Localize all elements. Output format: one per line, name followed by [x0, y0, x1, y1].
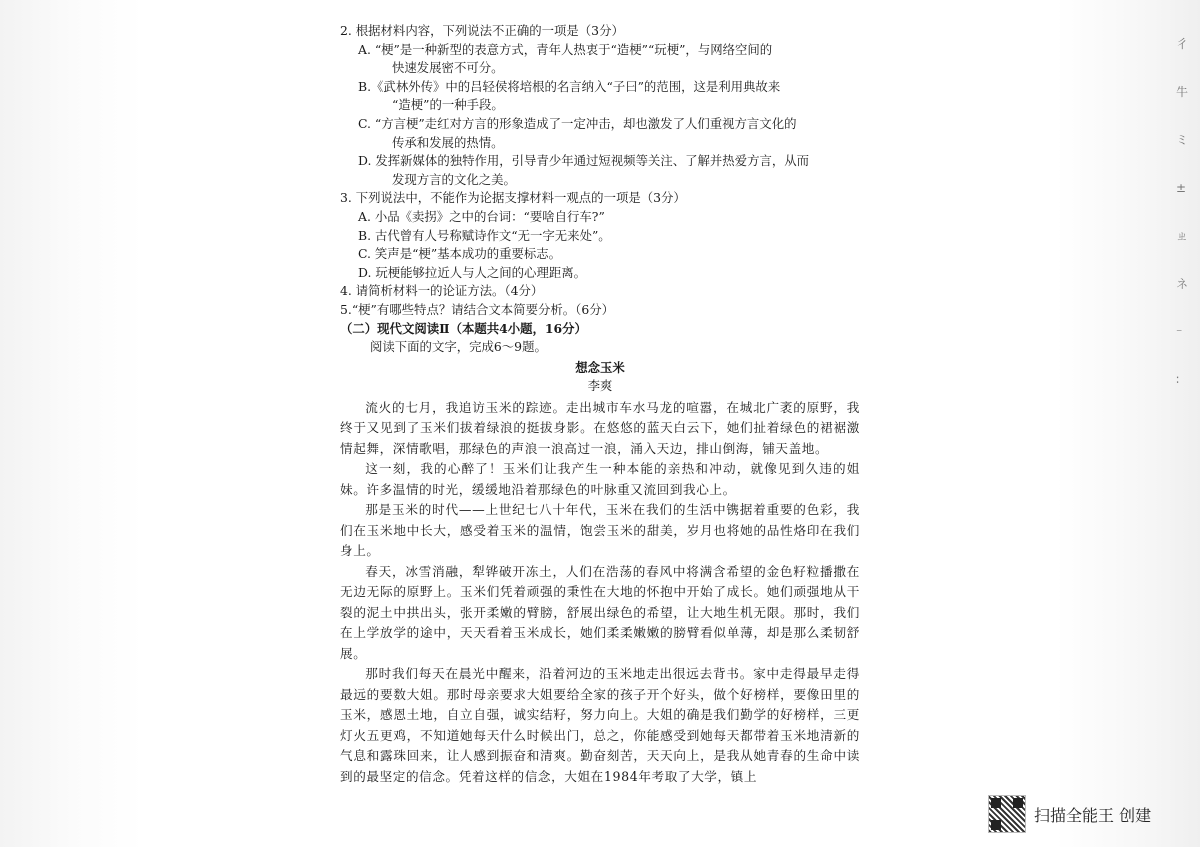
question-2-stem: 2. 根据材料内容，下列说法不正确的一项是（3分） — [340, 23, 624, 38]
exam-page — [340, 22, 860, 787]
question-2-options — [358, 41, 860, 190]
question-5: 5.“梗”有哪些特点？请结合文本简要分析。（6分） — [340, 301, 614, 317]
section-heading: （二）现代文阅读Ⅱ（本题共4小题，16分） — [340, 320, 587, 336]
passage-paragraph-1: 流火的七月，我追访玉米的踪迹。走出城市车水马龙的喧嚣，在城北广袤的原野，我终于又见到了玉米们拔着绿浪的挺拔身影。在悠悠的蓝天白云下，她们扯着绿色的裙裾激情起舞，深情歌唱，那绿色的声浪一浪高过一浪，涌入天边，排山倒海，铺天盖地。 — [340, 399, 860, 456]
passage-paragraph-5: 那时我们每天在晨光中醒来，沿着河边的玉米地走出很远去背书。家中走得最早走得最远的要数大姐。那时母亲要求大姐要给全家的孩子开个好头，做个好榜样，要像田里的玉米，感恩土地，自立自强，诚实结籽，努力向上。大姐的确是我们勤学的好榜样，三更灯火五更鸡，不知道她每天什么时候出门，总之，你能感受到她每天都带着玉米地清新的气息和露珠回来，让人感到振奋和清爽。勤奋刻苦，天天向上，是我从她青春的生命中读到的最坚定的信念。凭着这样的信念，大姐在1984年考取了大学，镇上 — [340, 666, 860, 784]
q3-option-b: B. 古代曾有人号称赋诗作文“无一字无来处”。 — [358, 227, 611, 243]
q2-option-a-line1: A. “梗”是一种新型的表意方式，青年人热衷于“造梗”“玩梗”，与网络空间的 — [358, 41, 773, 57]
q2-option-a-line2: 快速发展密不可分。 — [392, 60, 504, 76]
passage-paragraph-3: 那是玉米的时代——上世纪七八十年代，玉米在我们的生活中镌据着重要的色彩，我们在玉米地中长大，感受着玉米的温情，饱尝玉米的甜美，岁月也将她的品性烙印在我们身上。 — [340, 502, 860, 559]
q2-option-d-line1: D. 发挥新媒体的独特作用，引导青少年通过短视频等关注、了解并热爱方言，从而 — [358, 153, 810, 169]
passage-paragraph-4: 春天，冰雪消融，犁铧破开冻土，人们在浩荡的春风中将满含希望的金色籽粒播撒在无边无际的原野上。玉米们凭着顽强的秉性在大地的怀抱中开始了成长。她们顽强地从干裂的泥土中拱出头，张开柔嫩的臂膀，舒展出绿色的希望，让大地生机无限。那时，我们在上学放学的途中，天天看着玉米成长，她们柔柔嫩嫩的膀臂看似单薄，却是那么柔韧舒展。 — [340, 563, 860, 661]
question-4: 4. 请简析材料一的论证方法。（4分） — [340, 283, 544, 299]
section-instruction: 阅读下面的文字，完成6～9题。 — [370, 339, 547, 355]
watermark-text: 扫描全能王 创建 — [1034, 805, 1152, 825]
bleed-through-margin: 彳 牛 ミ ± ㄓ ネ ⁻ ∶ — [1176, 37, 1189, 387]
passage-author: 李爽 — [587, 378, 613, 394]
q2-option-c-line1: C. “方言梗”走红对方言的形象造成了一定冲击，却也激发了人们重视方言文化的 — [358, 115, 797, 131]
passage-body — [340, 398, 860, 788]
q3-option-d: D. 玩梗能够拉近人与人之间的心理距离。 — [358, 264, 587, 280]
q2-option-c-line2: 传承和发展的热情。 — [392, 134, 504, 150]
question-3-stem: 3. 下列说法中，不能作为论据支撑材料一观点的一项是（3分） — [340, 190, 686, 206]
passage-paragraph-2: 这一刻，我的心醉了！玉米们让我产生一种本能的亲热和冲动，就像见到久违的姐妹。许多温情的时光，缓缓地沿着那绿色的叶脉重又流回到我心上。 — [340, 461, 860, 497]
q2-option-d-line2: 发现方言的文化之美。 — [392, 171, 516, 187]
q3-option-c: C. 笑声是“梗”基本成功的重要标志。 — [358, 246, 562, 262]
question-3-options — [358, 208, 860, 282]
q3-option-a: A. 小品《卖拐》之中的台词：“要啥自行车?” — [358, 208, 605, 224]
passage-title: 想念玉米 — [575, 359, 625, 375]
q2-option-b-line2: “造梗”的一种手段。 — [392, 97, 504, 113]
scanner-watermark — [988, 795, 1151, 833]
q2-option-b-line1: B.《武林外传》中的吕轻侯将培根的名言纳入“子曰”的范围，这是利用典故来 — [358, 78, 781, 94]
qr-code-icon — [988, 795, 1026, 833]
